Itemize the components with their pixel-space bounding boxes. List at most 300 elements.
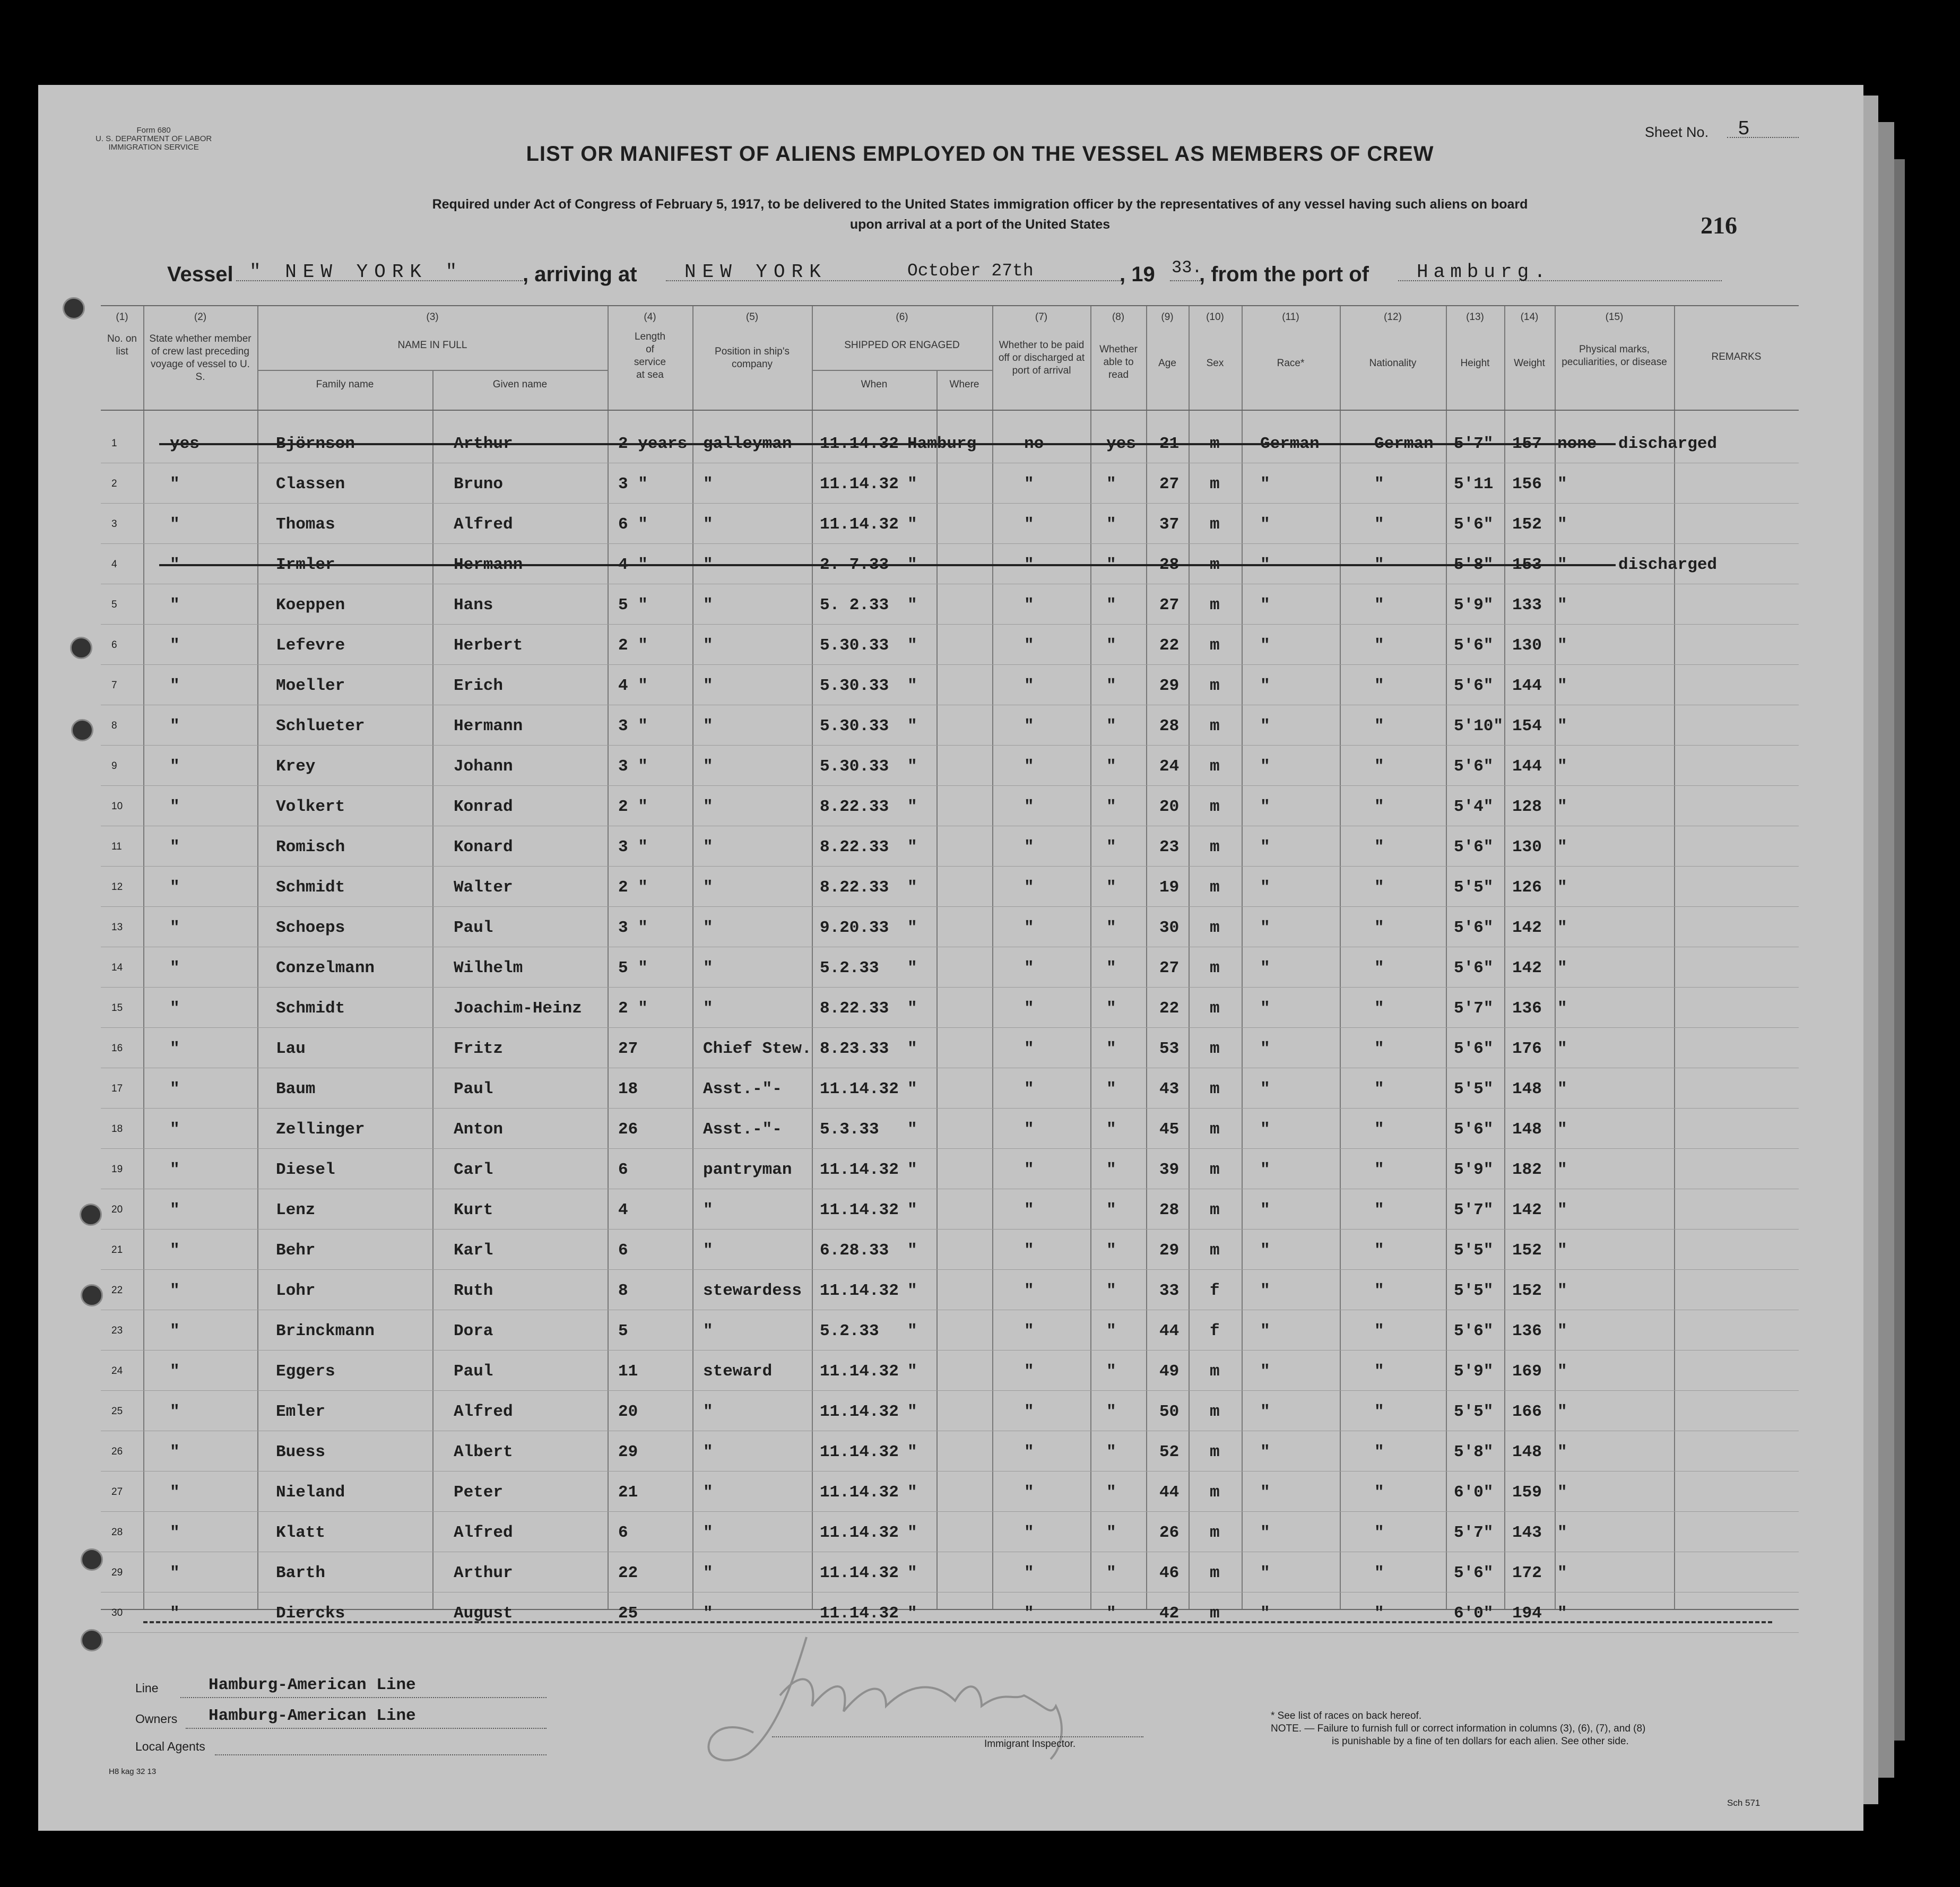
- cell-paid-off: ": [1024, 1604, 1034, 1623]
- cell-physical-marks: ": [1557, 677, 1567, 695]
- table-row: [101, 826, 1799, 867]
- cell-family-name: Lenz: [276, 1201, 316, 1219]
- cell-paid-off: ": [1024, 1241, 1034, 1260]
- cell-family-name: Behr: [276, 1241, 316, 1260]
- cell-age: 52: [1159, 1443, 1180, 1461]
- cell-row-number: 14: [111, 962, 123, 973]
- strike-through-line: [159, 443, 1616, 445]
- col-header-sex: Sex: [1206, 358, 1224, 369]
- cell-weight: 157: [1512, 435, 1542, 453]
- cell-age: 27: [1159, 596, 1180, 614]
- cell-physical-marks: ": [1557, 1161, 1567, 1179]
- table-row: [101, 1512, 1799, 1552]
- cell-previous-voyage: ": [170, 1483, 180, 1502]
- cell-race: ": [1260, 1282, 1270, 1300]
- table-row: [101, 907, 1799, 947]
- cell-able-to-read: ": [1106, 1524, 1116, 1542]
- col-num-3: (3): [426, 311, 439, 323]
- cell-shipped-where: ": [907, 556, 917, 574]
- cell-previous-voyage: ": [170, 838, 180, 856]
- cell-family-name: Volkert: [276, 798, 345, 816]
- cell-height: 5'6": [1454, 959, 1494, 977]
- cell-family-name: Lohr: [276, 1282, 316, 1300]
- cell-previous-voyage: ": [170, 717, 180, 735]
- cell-paid-off: ": [1024, 556, 1034, 574]
- cell-given-name: Joachim-Heinz: [454, 999, 582, 1018]
- cell-row-number: 26: [111, 1446, 123, 1457]
- cell-age: 53: [1159, 1040, 1180, 1058]
- cell-family-name: Moeller: [276, 677, 345, 695]
- cell-weight: 136: [1512, 999, 1542, 1018]
- col-header-no: No. on list: [107, 333, 137, 357]
- cell-nationality: ": [1374, 757, 1384, 776]
- cell-shipped-where: ": [907, 515, 917, 534]
- cell-given-name: Arthur: [454, 1564, 513, 1582]
- arrival-year: 33.: [1172, 258, 1202, 278]
- cell-able-to-read: ": [1106, 1443, 1116, 1461]
- cell-height: 5'6": [1454, 838, 1494, 856]
- cell-paid-off: ": [1024, 1322, 1034, 1340]
- cell-physical-marks: ": [1557, 1483, 1567, 1502]
- cell-height: 5'5": [1454, 1403, 1494, 1421]
- cell-height: 6'0": [1454, 1604, 1494, 1623]
- cell-sex: m: [1210, 1362, 1220, 1381]
- cell-race: ": [1260, 1604, 1270, 1623]
- cell-nationality: ": [1374, 1604, 1384, 1623]
- cell-nationality: ": [1374, 1161, 1384, 1179]
- cell-row-number: 15: [111, 1002, 123, 1014]
- col-header-remarks: REMARKS: [1711, 351, 1762, 362]
- cell-row-number: 30: [111, 1607, 123, 1618]
- cell-able-to-read: ": [1106, 1201, 1116, 1219]
- cell-race: ": [1260, 959, 1270, 977]
- cell-shipped-when: 11.14.32: [820, 1201, 899, 1219]
- cell-shipped-when: 11.14.32: [820, 515, 899, 534]
- from-port: Hamburg.: [1417, 261, 1551, 283]
- cell-paid-off: ": [1024, 919, 1034, 937]
- cell-weight: 148: [1512, 1080, 1542, 1098]
- col-num-2: (2): [194, 311, 207, 323]
- cell-row-number: 12: [111, 881, 123, 893]
- cell-row-number: 19: [111, 1164, 123, 1175]
- cell-able-to-read: ": [1106, 1161, 1116, 1179]
- cell-race: German: [1260, 435, 1320, 453]
- cell-service-length: 11: [618, 1362, 638, 1381]
- cell-race: ": [1260, 1080, 1270, 1098]
- crew-rows: [101, 423, 1799, 1633]
- binder-hole: [81, 1548, 103, 1571]
- cell-previous-voyage: ": [170, 677, 180, 695]
- cell-given-name: Ruth: [454, 1282, 493, 1300]
- table-row: [101, 1310, 1799, 1351]
- cell-family-name: Romisch: [276, 838, 345, 856]
- col-num-15: (15): [1605, 311, 1624, 323]
- cell-nationality: ": [1374, 1080, 1384, 1098]
- cell-nationality: ": [1374, 919, 1384, 937]
- cell-service-length: 2 ": [618, 636, 648, 655]
- cell-given-name: Karl: [454, 1241, 493, 1260]
- cell-service-length: 5 ": [618, 959, 648, 977]
- cell-age: 27: [1159, 959, 1180, 977]
- cell-nationality: ": [1374, 1120, 1384, 1139]
- col-num-1: (1): [116, 311, 128, 323]
- cell-row-number: 21: [111, 1244, 123, 1256]
- cell-service-length: 2 ": [618, 878, 648, 897]
- cell-able-to-read: ": [1106, 1040, 1116, 1058]
- cell-sex: m: [1210, 1080, 1220, 1098]
- cell-weight: 128: [1512, 798, 1542, 816]
- cell-service-length: 27: [618, 1040, 638, 1058]
- cell-sex: m: [1210, 838, 1220, 856]
- cell-position: ": [703, 878, 713, 897]
- cell-row-number: 1: [111, 438, 117, 449]
- col-header-when: When: [861, 379, 888, 390]
- cell-sex: m: [1210, 999, 1220, 1018]
- cell-physical-marks: ": [1557, 1120, 1567, 1139]
- vessel-label: Vessel: [167, 263, 233, 286]
- cell-given-name: Albert: [454, 1443, 513, 1461]
- cell-age: 21: [1159, 435, 1180, 453]
- cell-previous-voyage: ": [170, 556, 180, 574]
- cell-shipped-when: 2. 7.33: [820, 556, 889, 574]
- col-num-4: (4): [644, 311, 656, 323]
- cell-nationality: ": [1374, 515, 1384, 534]
- col-num-11: (11): [1282, 311, 1299, 323]
- cell-sex: m: [1210, 677, 1220, 695]
- cell-given-name: Bruno: [454, 475, 504, 494]
- cell-race: ": [1260, 1120, 1270, 1139]
- cell-age: 22: [1159, 636, 1180, 655]
- cell-service-length: 18: [618, 1080, 638, 1098]
- cell-able-to-read: ": [1106, 1483, 1116, 1502]
- cell-service-length: 6: [618, 1161, 628, 1179]
- cell-position: ": [703, 1564, 713, 1582]
- cell-height: 5'9": [1454, 1161, 1494, 1179]
- binder-hole: [81, 1284, 103, 1306]
- schedule-code: Sch 571: [1727, 1798, 1760, 1808]
- cell-position: ": [703, 1524, 713, 1542]
- cell-sex: m: [1210, 1564, 1220, 1582]
- cell-family-name: Emler: [276, 1403, 326, 1421]
- cell-able-to-read: ": [1106, 1564, 1116, 1582]
- cell-row-number: 27: [111, 1486, 123, 1498]
- cell-age: 29: [1159, 677, 1180, 695]
- cell-able-to-read: ": [1106, 1080, 1116, 1098]
- cell-paid-off: ": [1024, 1120, 1034, 1139]
- col-header-age: Age: [1158, 358, 1176, 369]
- cell-shipped-where: ": [907, 1564, 917, 1582]
- cell-weight: 176: [1512, 1040, 1542, 1058]
- cell-height: 5'9": [1454, 1362, 1494, 1381]
- cell-given-name: Paul: [454, 1362, 493, 1381]
- cell-height: 5'8": [1454, 1443, 1494, 1461]
- cell-able-to-read: ": [1106, 1403, 1116, 1421]
- cell-shipped-where: ": [907, 1483, 917, 1502]
- cell-row-number: 5: [111, 599, 117, 610]
- table-row: [101, 1109, 1799, 1149]
- cell-nationality: ": [1374, 1040, 1384, 1058]
- cell-given-name: Arthur: [454, 435, 513, 453]
- cell-position: ": [703, 1483, 713, 1502]
- cell-position: ": [703, 1322, 713, 1340]
- cell-physical-marks: ": [1557, 1443, 1567, 1461]
- cell-remarks: discharged: [1618, 556, 1718, 574]
- cell-race: ": [1260, 515, 1270, 534]
- cell-family-name: Björnson: [276, 435, 355, 453]
- cell-shipped-when: 11.14.32: [820, 475, 899, 494]
- cell-nationality: ": [1374, 556, 1384, 574]
- cell-race: ": [1260, 999, 1270, 1018]
- cell-given-name: Hermann: [454, 717, 523, 735]
- cell-shipped-where: ": [907, 1403, 917, 1421]
- cell-service-length: 29: [618, 1443, 638, 1461]
- cell-shipped-where: ": [907, 1040, 917, 1058]
- cell-weight: 148: [1512, 1443, 1542, 1461]
- cell-sex: m: [1210, 1524, 1220, 1542]
- cell-given-name: Alfred: [454, 1524, 513, 1542]
- binder-hole: [81, 1629, 103, 1651]
- cell-age: 28: [1159, 556, 1180, 574]
- cell-shipped-where: ": [907, 677, 917, 695]
- cell-race: ": [1260, 1161, 1270, 1179]
- cell-sex: m: [1210, 757, 1220, 776]
- cell-weight: 142: [1512, 1201, 1542, 1219]
- cell-previous-voyage: ": [170, 475, 180, 494]
- cell-shipped-where: ": [907, 1322, 917, 1340]
- strike-through-line: [159, 564, 1616, 566]
- cell-age: 42: [1159, 1604, 1180, 1623]
- cell-nationality: ": [1374, 1403, 1384, 1421]
- cell-shipped-when: 11.14.32: [820, 1282, 899, 1300]
- cell-physical-marks: ": [1557, 636, 1567, 655]
- cell-given-name: Peter: [454, 1483, 504, 1502]
- cell-shipped-where: ": [907, 1201, 917, 1219]
- col-header-nationality: Nationality: [1369, 358, 1417, 369]
- cell-shipped-when: 5.30.33: [820, 717, 889, 735]
- cell-height: 5'10": [1454, 717, 1504, 735]
- cell-paid-off: ": [1024, 515, 1034, 534]
- cell-row-number: 11: [111, 841, 122, 852]
- cell-age: 24: [1159, 757, 1180, 776]
- cell-weight: 166: [1512, 1403, 1542, 1421]
- cell-service-length: 6: [618, 1524, 628, 1542]
- cell-service-length: 4 ": [618, 556, 648, 574]
- cell-weight: 153: [1512, 556, 1542, 574]
- cell-paid-off: ": [1024, 1161, 1034, 1179]
- cell-given-name: Johann: [454, 757, 513, 776]
- cell-age: 27: [1159, 475, 1180, 494]
- cell-shipped-where: ": [907, 757, 917, 776]
- cell-age: 33: [1159, 1282, 1180, 1300]
- cell-position: ": [703, 1201, 713, 1219]
- cell-sex: m: [1210, 1483, 1220, 1502]
- cell-shipped-when: 11.14.32: [820, 1080, 899, 1098]
- col-header-paid-off: Whether to be paid off or discharged at port of arrival: [998, 340, 1085, 376]
- cell-row-number: 25: [111, 1406, 123, 1417]
- cell-weight: 130: [1512, 636, 1542, 655]
- cell-service-length: 5 ": [618, 596, 648, 614]
- cell-physical-marks: ": [1557, 919, 1567, 937]
- cell-nationality: ": [1374, 1241, 1384, 1260]
- year-prefix: , 19: [1120, 263, 1155, 286]
- cell-nationality: ": [1374, 1201, 1384, 1219]
- cell-age: 37: [1159, 515, 1180, 534]
- cell-sex: m: [1210, 475, 1220, 494]
- cell-family-name: Classen: [276, 475, 345, 494]
- table-row: [101, 1391, 1799, 1431]
- table-row: [101, 1028, 1799, 1068]
- cell-age: 26: [1159, 1524, 1180, 1542]
- cell-physical-marks: ": [1557, 1080, 1567, 1098]
- cell-sex: m: [1210, 717, 1220, 735]
- cell-sex: m: [1210, 959, 1220, 977]
- cell-shipped-when: 9.20.33: [820, 919, 889, 937]
- table-row: [101, 1149, 1799, 1189]
- cell-nationality: ": [1374, 838, 1384, 856]
- cell-given-name: Carl: [454, 1161, 493, 1179]
- cell-row-number: 4: [111, 559, 117, 570]
- cell-able-to-read: ": [1106, 798, 1116, 816]
- cell-service-length: 8: [618, 1282, 628, 1300]
- cell-shipped-where: ": [907, 1362, 917, 1381]
- cell-shipped-where: ": [907, 919, 917, 937]
- cell-family-name: Zellinger: [276, 1120, 365, 1139]
- cell-physical-marks: ": [1557, 475, 1567, 494]
- table-row: [101, 1068, 1799, 1109]
- cell-weight: 143: [1512, 1524, 1542, 1542]
- cell-physical-marks: ": [1557, 1362, 1567, 1381]
- cell-able-to-read: ": [1106, 1604, 1116, 1623]
- cell-service-length: 2 ": [618, 999, 648, 1018]
- cell-height: 5'5": [1454, 878, 1494, 897]
- arriving-port: NEW YORK: [684, 261, 827, 283]
- cell-previous-voyage: ": [170, 798, 180, 816]
- cell-position: ": [703, 959, 713, 977]
- cell-age: 22: [1159, 999, 1180, 1018]
- cell-height: 5'6": [1454, 515, 1494, 534]
- from-port-label: , from the port of: [1199, 263, 1369, 286]
- cell-race: ": [1260, 475, 1270, 494]
- cell-row-number: 17: [111, 1083, 123, 1094]
- cell-row-number: 29: [111, 1567, 123, 1578]
- cell-weight: 142: [1512, 959, 1542, 977]
- cell-family-name: Schmidt: [276, 878, 345, 897]
- table-row: [101, 665, 1799, 705]
- cell-race: ": [1260, 1564, 1270, 1582]
- cell-physical-marks: ": [1557, 959, 1567, 977]
- cell-weight: 154: [1512, 717, 1542, 735]
- subtitle-line-2: upon arrival at a port of the United States: [849, 217, 1111, 232]
- subtitle-line-1: Required under Act of Congress of February 5, 1917, to be delivered to the United States immigration officer by the representatives of any vessel having such aliens on board: [432, 197, 1528, 212]
- cell-age: 49: [1159, 1362, 1180, 1381]
- cell-physical-marks: ": [1557, 757, 1567, 776]
- col-header-where: Where: [949, 379, 979, 390]
- cell-service-length: 3 ": [618, 475, 648, 494]
- cell-family-name: Brinckmann: [276, 1322, 375, 1340]
- cell-race: ": [1260, 556, 1270, 574]
- cell-paid-off: ": [1024, 677, 1034, 695]
- table-row: [101, 1471, 1799, 1512]
- cell-previous-voyage: ": [170, 1161, 180, 1179]
- cell-family-name: Klatt: [276, 1524, 326, 1542]
- cell-family-name: Koeppen: [276, 596, 345, 614]
- cell-sex: m: [1210, 1241, 1220, 1260]
- cell-physical-marks: ": [1557, 878, 1567, 897]
- cell-race: ": [1260, 1241, 1270, 1260]
- col-header-race: Race*: [1277, 358, 1305, 369]
- cell-nationality: ": [1374, 999, 1384, 1018]
- col-header-position: Position in ship's company: [715, 346, 790, 370]
- note-penalty: NOTE. — Failure to furnish full or correct information in columns (3), (6), (7), and (8): [1271, 1723, 1646, 1734]
- cell-position: ": [703, 1443, 713, 1461]
- cell-sex: m: [1210, 798, 1220, 816]
- cell-height: 5'6": [1454, 1120, 1494, 1139]
- cell-able-to-read: ": [1106, 838, 1116, 856]
- cell-sex: m: [1210, 1201, 1220, 1219]
- cell-sex: m: [1210, 1120, 1220, 1139]
- cell-nationality: ": [1374, 677, 1384, 695]
- cell-shipped-when: 11.14.32: [820, 1604, 899, 1623]
- cell-given-name: Erich: [454, 677, 504, 695]
- cell-physical-marks: ": [1557, 1282, 1567, 1300]
- cell-family-name: Krey: [276, 757, 316, 776]
- cell-height: 5'7": [1454, 1524, 1494, 1542]
- cell-shipped-when: 5.30.33: [820, 757, 889, 776]
- cell-family-name: Thomas: [276, 515, 335, 534]
- cell-position: ": [703, 757, 713, 776]
- cell-shipped-where: ": [907, 636, 917, 655]
- cell-physical-marks: ": [1557, 1201, 1567, 1219]
- cell-sex: m: [1210, 1040, 1220, 1058]
- cell-weight: 152: [1512, 1282, 1542, 1300]
- cell-position: ": [703, 1403, 713, 1421]
- col-num-9: (9): [1161, 311, 1174, 323]
- cell-sex: m: [1210, 1403, 1220, 1421]
- table-row: [101, 584, 1799, 625]
- cell-shipped-where: ": [907, 717, 917, 735]
- cell-nationality: ": [1374, 636, 1384, 655]
- cell-race: ": [1260, 1483, 1270, 1502]
- cell-row-number: 13: [111, 922, 123, 933]
- cell-previous-voyage: yes: [170, 435, 200, 453]
- cell-height: 5'4": [1454, 798, 1494, 816]
- cell-paid-off: no: [1024, 435, 1044, 453]
- cell-shipped-where: ": [907, 1241, 917, 1260]
- cell-shipped-when: 8.22.33: [820, 838, 889, 856]
- cell-shipped-where: ": [907, 959, 917, 977]
- cell-position: ": [703, 636, 713, 655]
- cell-race: ": [1260, 1362, 1270, 1381]
- cell-shipped-where: ": [907, 1080, 917, 1098]
- arriving-label: , arriving at: [523, 263, 637, 286]
- cell-family-name: Diesel: [276, 1161, 335, 1179]
- cell-paid-off: ": [1024, 757, 1034, 776]
- cell-nationality: ": [1374, 959, 1384, 977]
- cell-height: 5'7": [1454, 1201, 1494, 1219]
- cell-age: 19: [1159, 878, 1180, 897]
- cell-race: ": [1260, 1201, 1270, 1219]
- cell-height: 5'6": [1454, 1322, 1494, 1340]
- cell-nationality: ": [1374, 1483, 1384, 1502]
- cell-shipped-where: ": [907, 1524, 917, 1542]
- cell-previous-voyage: ": [170, 878, 180, 897]
- cell-weight: 142: [1512, 919, 1542, 937]
- cell-previous-voyage: ": [170, 1201, 180, 1219]
- col-header-read: Whether able to read: [1099, 344, 1138, 380]
- cell-previous-voyage: ": [170, 1564, 180, 1582]
- cell-service-length: 20: [618, 1403, 638, 1421]
- print-code: H8 kag 32 13: [109, 1767, 157, 1776]
